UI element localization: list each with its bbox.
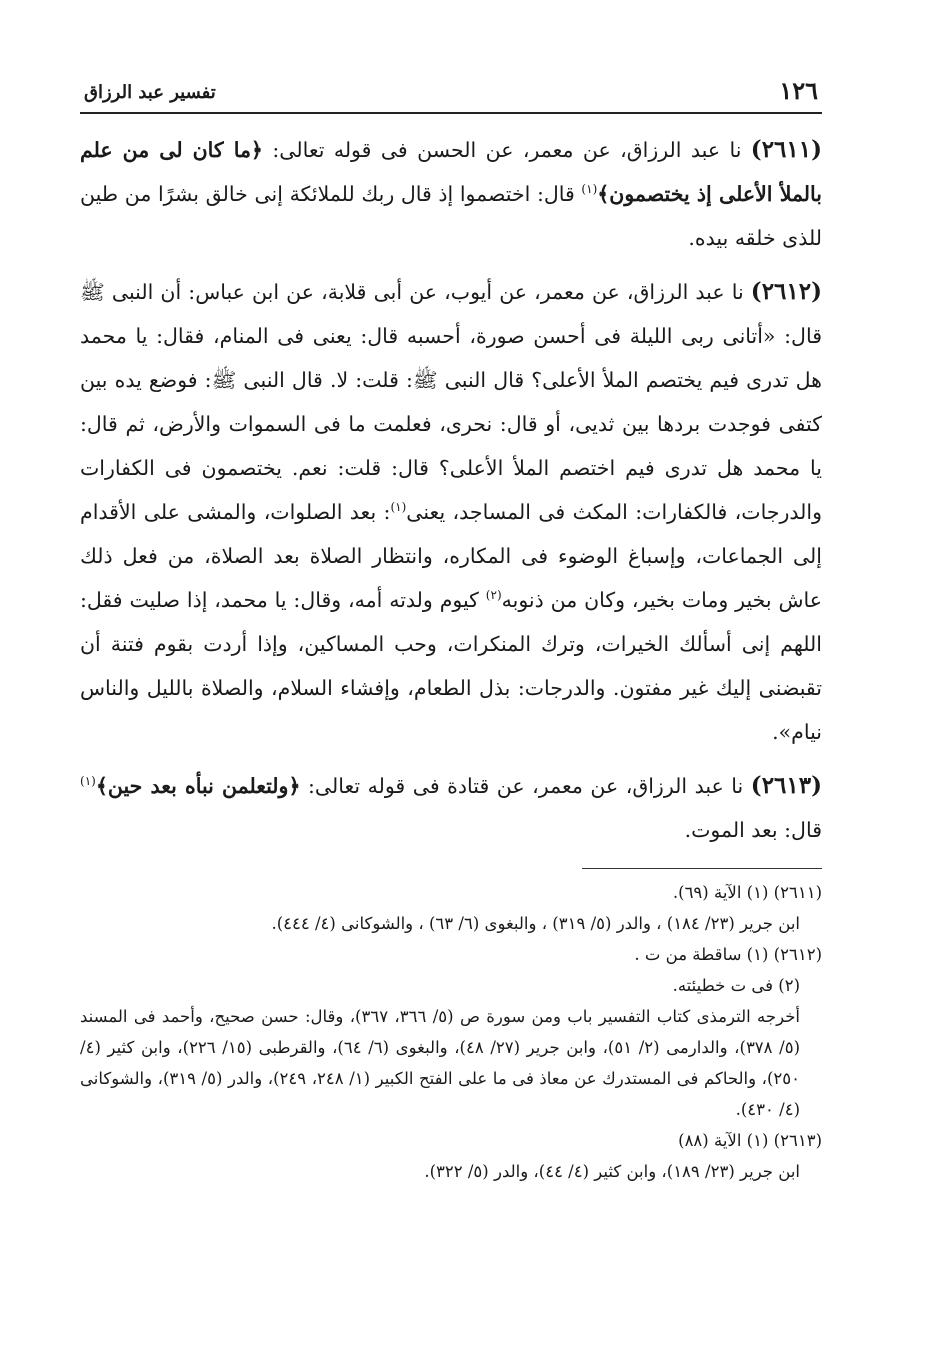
footnote-marker: (١) bbox=[581, 182, 598, 197]
quran-quote: ﴿ما كان لى من علم بالملأ الأعلى إذ يختصمون﴾ bbox=[80, 138, 822, 206]
entry-2613 bbox=[80, 764, 822, 852]
entry-text: نا عبد الرزاق، عن معمر، عن أيوب، عن أبى قلابة، عن ابن عباس: أن النبى ﷺ قال: «أتانى ربى الليلة فى أحسن صورة، أحسبه قال: يعنى فى المنام، فقال: يا محمد هل تدرى فيم يختصم الملأ الأعلى؟ قال النبى ﷺ: قلت: لا. قال النبى ﷺ: فوضع يده بين كتفى فوجدت بردها بين ثديى، أو قال: نحرى، فعلمت ما فى السموات والأرض، ثم قال: يا محمد هل تدرى فيم اختصم الملأ الأعلى؟ قال: قلت: نعم. يختصمون فى الكفارات والدرجات، فالكفارات: المكث فى المساجد، يعنى bbox=[80, 280, 822, 524]
entry-lead: نا عبد الرزاق، عن معمر، عن قتادة فى قوله تعالى: bbox=[300, 774, 751, 798]
entry-text: كيوم ولدته أمه، وقال: يا محمد، إذا صليت فقل: اللهم إنى أسألك الخيرات، وترك المنكرات، وحب المساكين، وإذا أردت بقوم فتنة أن تقبضنى إليك غير مفتون. والدرجات: بذل الطعام، وإفشاء السلام، والصلاة بالليل والناس نيام». bbox=[80, 588, 822, 744]
footnote-separator bbox=[582, 868, 822, 869]
footnote-line: (٢٦١١) (١) الآية (٦٩). bbox=[672, 883, 822, 902]
footnote-line: ابن جرير (٢٣/ ١٨٩)، وابن كثير (٤/ ٤٤)، والدر (٥/ ٣٢٢). bbox=[424, 1162, 800, 1181]
running-title: تفسير عبد الرزاق bbox=[84, 82, 216, 103]
page-header bbox=[80, 62, 822, 114]
main-text bbox=[80, 128, 822, 852]
entry-2612 bbox=[80, 270, 822, 754]
entry-number: (٢٦١٢) bbox=[750, 278, 822, 305]
entry-lead: نا عبد الرزاق، عن معمر، عن الحسن فى قوله تعالى: bbox=[262, 138, 751, 162]
footnote-marker: (١) bbox=[390, 500, 407, 515]
footnote-line: (٢٦١٣) (١) الآية (٨٨) bbox=[678, 1131, 822, 1150]
entry-text: قال: بعد الموت. bbox=[684, 818, 822, 842]
footnote-line: أخرجه الترمذى كتاب التفسير باب ومن سورة ص (٥/ ٣٦٦، ٣٦٧)، وقال: حسن صحيح، وأحمد فى المسند (٥/ ٣٧٨)، والدارمى (٢/ ٥١)، وابن جرير (٢٧/ ٤٨)، والبغوى (٦/ ٦٤)، والقرطبى (١٥/ ٢٢٦)، وابن كثير (٤/ ٢٥٠)، والحاكم فى المستدرك عن معاذ فى ما على الفتح الكبير (١/ ٢٤٨، ٢٤٩)، والدر (٥/ ٣١٩)، والشوكانى (٤/ ٤٣٠). bbox=[80, 1007, 801, 1119]
footnote-line: ابن جرير (٢٣/ ١٨٤) ، والدر (٥/ ٣١٩) ، والبغوى (٦/ ٦٣) ، والشوكانى (٤/ ٤٤٤). bbox=[271, 914, 800, 933]
entry-number: (٢٦١١) bbox=[750, 136, 822, 163]
entry-text: قال: اختصموا إذ قال ربك للملائكة إنى خالق بشرًا من طين للذى خلقه بيده. bbox=[80, 182, 822, 250]
footnote-marker: (١) bbox=[80, 774, 96, 789]
footnotes bbox=[80, 877, 822, 1187]
footnote-line: (٢) فى ت خطيئته. bbox=[672, 976, 800, 995]
entry-number: (٢٦١٣) bbox=[750, 772, 822, 799]
footnote-line: (٢٦١٢) (١) ساقطة من ت . bbox=[634, 945, 822, 964]
footnote-marker: (٢) bbox=[485, 588, 502, 603]
book-page bbox=[80, 62, 822, 1312]
entry-2611 bbox=[80, 128, 822, 260]
quran-quote: ﴿ولتعلمن نبأه بعد حين﴾ bbox=[95, 774, 301, 798]
entry-text: : بعد الصلوات، والمشى على الأقدام إلى الجماعات، وإسباغ الوضوء فى المكاره، وانتظار الصلاة بعد الصلاة، من فعل ذلك عاش بخير ومات بخير، وكان من ذنوبه bbox=[80, 500, 822, 612]
page-number: ١٢٦ bbox=[779, 76, 818, 105]
